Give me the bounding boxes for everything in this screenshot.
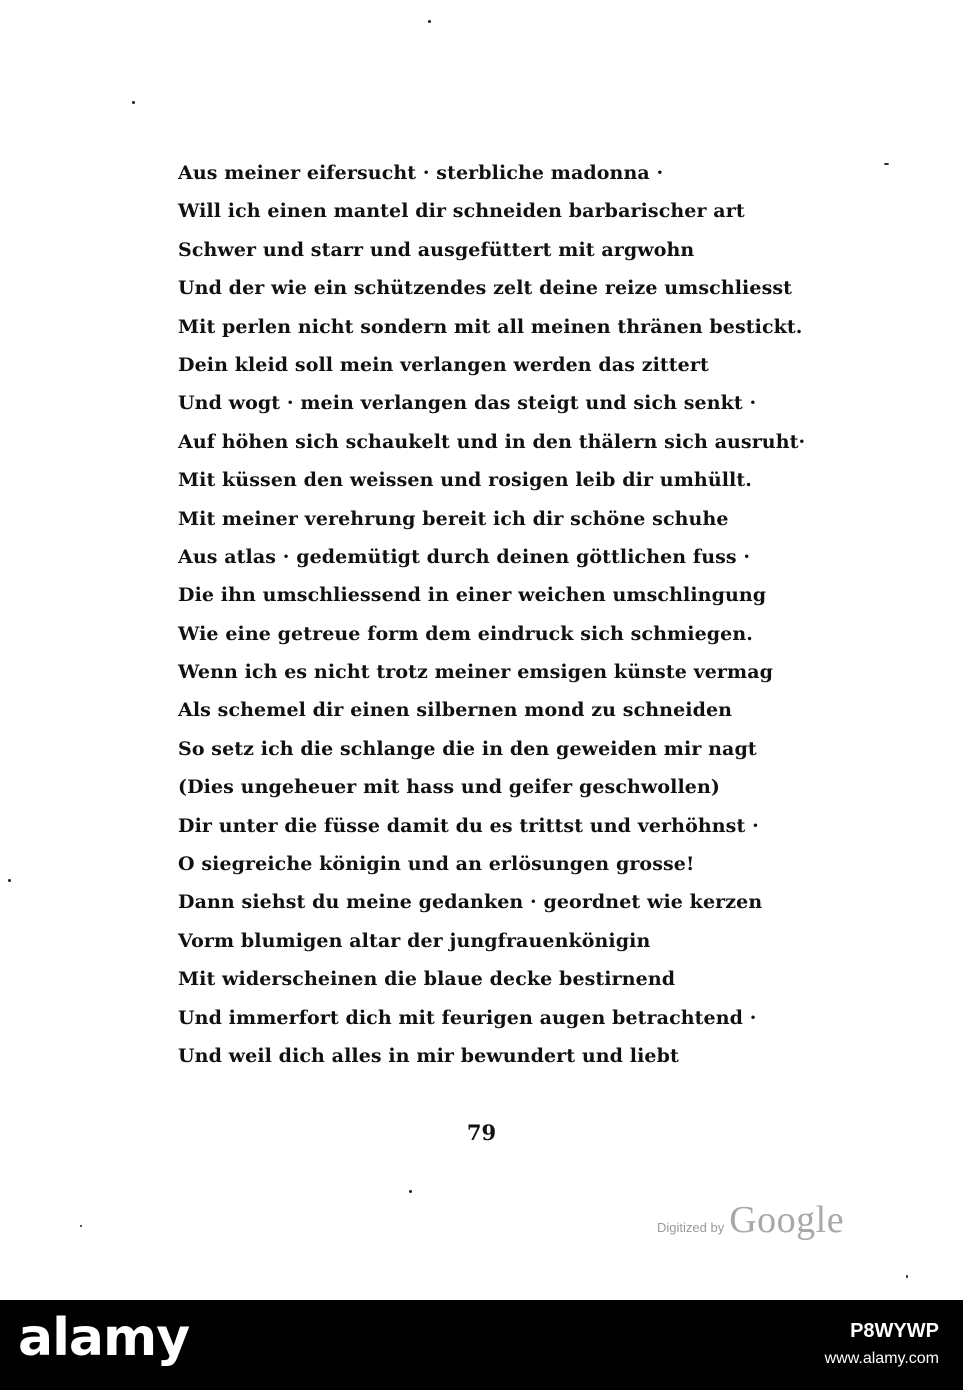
digitized-by-google-stamp (657, 1198, 844, 1242)
poem-line: Wie eine getreue form dem eindruck sich schmiegen. (178, 622, 753, 645)
poem-line: O siegreiche königin und an erlösungen grosse! (178, 853, 695, 876)
poem-line: Als schemel dir einen silbernen mond zu schneiden (178, 699, 733, 722)
page-number: 79 (466, 1120, 497, 1145)
poem-line: So setz ich die schlange die in den geweiden mir nagt (178, 737, 757, 760)
poem-line: Mit widerscheinen die blaue decke bestirnend (178, 968, 676, 991)
scan-speck (80, 1225, 82, 1227)
alamy-logo: alamy (18, 1308, 190, 1368)
poem-line: Will ich einen mantel dir schneiden barbarischer art (178, 200, 745, 223)
google-logo: Google (729, 1199, 845, 1241)
poem-line: Und wogt · mein verlangen das steigt und sich senkt · (178, 392, 757, 415)
poem-line: Aus meiner eifersucht · sterbliche madonna · (178, 162, 664, 184)
scan-speck (884, 163, 889, 165)
poem-line: (Dies ungeheuer mit hass und geifer geschwollen) (178, 776, 720, 799)
scan-speck (8, 879, 11, 882)
scan-speck (428, 20, 431, 23)
scan-speck (132, 101, 135, 104)
poem-line: Dir unter die füsse damit du es trittst und verhöhnst · (178, 814, 759, 837)
poem-line: Mit meiner verehrung bereit ich dir schöne schuhe (178, 507, 729, 530)
poem-line: Und der wie ein schützendes zelt deine reize umschliesst (178, 277, 793, 300)
stock-site-url: www.alamy.com (824, 1350, 939, 1367)
poem-line: Dein kleid soll mein verlangen werden das zittert (178, 353, 709, 376)
poem-line: Und weil dich alles in mir bewundert und liebt (178, 1044, 679, 1067)
poem-line: Die ihn umschliessend in einer weichen umschlingung (178, 584, 767, 607)
poem-line: Schwer und starr und ausgefüttert mit argwohn (178, 238, 695, 261)
poem-line: Aus atlas · gedemütigt durch deinen göttlichen fuss · (178, 545, 751, 568)
poem-line: Mit küssen den weissen und rosigen leib dir umhüllt. (178, 469, 752, 492)
poem-line: Mit perlen nicht sondern mit all meinen thränen bestickt. (178, 315, 803, 338)
poem-line: Wenn ich es nicht trotz meiner emsigen künste vermag (178, 661, 774, 684)
poem-text (178, 154, 878, 1075)
scan-speck (906, 1275, 908, 1278)
digitized-prefix: Digitized by (657, 1220, 725, 1235)
poem-line: Und immerfort dich mit feurigen augen betrachtend · (178, 1006, 757, 1029)
poem-line: Dann siehst du meine gedanken · geordnet wie kerzen (178, 891, 763, 914)
poem-line: Vorm blumigen altar der jungfrauenkönigin (178, 929, 651, 952)
poem-line: Auf höhen sich schaukelt und in den thälern sich ausruht· (178, 430, 806, 453)
stock-watermark-bar (0, 1300, 963, 1390)
scan-speck (409, 1190, 412, 1193)
stock-image-id: P8WYWP (850, 1320, 939, 1342)
